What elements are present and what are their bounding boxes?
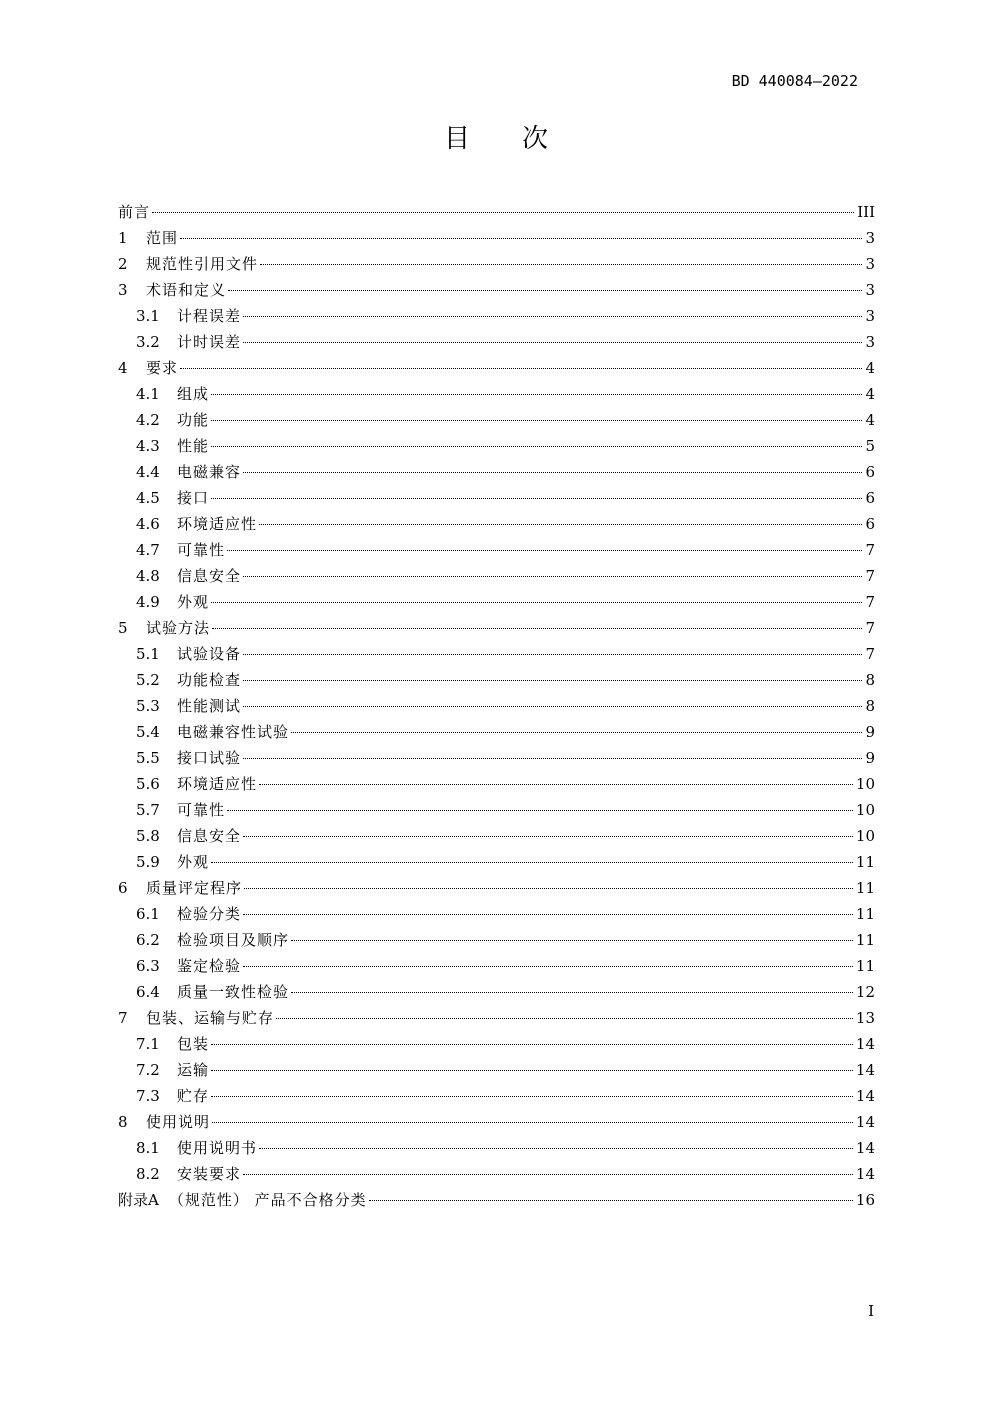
toc-entry-label: 质量一致性检验 bbox=[177, 983, 290, 1001]
toc-entry[interactable] bbox=[118, 771, 875, 797]
toc-entry-page: 14 bbox=[855, 1087, 875, 1105]
toc-entry[interactable] bbox=[118, 303, 875, 329]
toc-entry[interactable] bbox=[118, 1135, 875, 1161]
dot-leader bbox=[228, 290, 862, 291]
toc-entry-page: 14 bbox=[855, 1165, 875, 1183]
toc-entry-label: 贮存 bbox=[177, 1087, 210, 1105]
toc-entry-label: 计时误差 bbox=[177, 333, 242, 351]
toc-entry-page: 4 bbox=[865, 385, 875, 403]
toc-entry-page: 11 bbox=[855, 931, 875, 949]
toc-entry-page: 6 bbox=[865, 489, 875, 507]
toc-entry-label: 接口试验 bbox=[177, 749, 242, 767]
toc-entry-label: （规范性） 产品不合格分类 bbox=[168, 1191, 367, 1209]
toc-entry[interactable] bbox=[118, 667, 875, 693]
toc-entry-number: 5.5 bbox=[136, 749, 160, 767]
toc-entry-page: 10 bbox=[855, 801, 875, 819]
dot-leader bbox=[291, 992, 853, 993]
toc-entry[interactable] bbox=[118, 1005, 875, 1031]
toc-entry-label: 可靠性 bbox=[177, 801, 226, 819]
toc-entry-label: 检验项目及顺序 bbox=[177, 931, 290, 949]
toc-entry-label: 术语和定义 bbox=[146, 281, 227, 299]
dot-leader bbox=[211, 394, 862, 395]
toc-entry-number: 1 bbox=[118, 229, 128, 247]
toc-entry[interactable] bbox=[118, 225, 875, 251]
toc-entry[interactable] bbox=[118, 641, 875, 667]
toc-entry-page: 6 bbox=[865, 515, 875, 533]
toc-entry[interactable] bbox=[118, 979, 875, 1005]
toc-entry-number: 6.3 bbox=[136, 957, 160, 975]
toc-entry-label: 使用说明 bbox=[146, 1113, 211, 1131]
toc-entry-page: 3 bbox=[865, 307, 875, 325]
toc-entry-page: 11 bbox=[855, 905, 875, 923]
toc-entry[interactable] bbox=[118, 901, 875, 927]
toc-entry-number: 5.9 bbox=[136, 853, 160, 871]
toc-entry-number: 3.1 bbox=[136, 307, 160, 325]
toc-entry[interactable] bbox=[118, 927, 875, 953]
toc-entry-label: 电磁兼容 bbox=[177, 463, 242, 481]
page-title: 目次 bbox=[443, 124, 600, 154]
dot-leader bbox=[227, 550, 862, 551]
toc-entry-page: 3 bbox=[865, 281, 875, 299]
toc-entry-label: 范围 bbox=[146, 229, 179, 247]
toc-entry-page: 14 bbox=[855, 1061, 875, 1079]
toc-entry[interactable] bbox=[118, 615, 875, 641]
toc-entry-page: 9 bbox=[865, 749, 875, 767]
toc-entry-page: III bbox=[857, 203, 875, 221]
toc-entry-label: 性能测试 bbox=[177, 697, 242, 715]
toc-entry-page: 7 bbox=[865, 593, 875, 611]
dot-leader bbox=[243, 680, 862, 681]
toc-entry-label: 环境适应性 bbox=[177, 515, 258, 533]
toc-entry-label: 功能检查 bbox=[177, 671, 242, 689]
dot-leader bbox=[291, 732, 862, 733]
toc-entry-page: 7 bbox=[865, 645, 875, 663]
page-number: I bbox=[868, 1302, 874, 1320]
toc-entry-number: 4 bbox=[118, 359, 128, 377]
toc-entry-page: 3 bbox=[865, 229, 875, 247]
toc-entry[interactable] bbox=[118, 459, 875, 485]
toc-entry-label: 信息安全 bbox=[177, 827, 242, 845]
toc-entry-label: 功能 bbox=[177, 411, 210, 429]
toc-entry[interactable] bbox=[118, 823, 875, 849]
toc-entry-number: 5.7 bbox=[136, 801, 160, 819]
table-of-contents bbox=[118, 199, 875, 1213]
toc-entry-page: 10 bbox=[855, 775, 875, 793]
toc-entry-label: 试验设备 bbox=[177, 645, 242, 663]
dot-leader bbox=[227, 810, 853, 811]
toc-entry-page: 11 bbox=[855, 957, 875, 975]
dot-leader bbox=[276, 1018, 853, 1019]
toc-entry-number: 7.3 bbox=[136, 1087, 160, 1105]
dot-leader bbox=[212, 628, 862, 629]
dot-leader bbox=[244, 888, 853, 889]
toc-entry-number: 4.2 bbox=[136, 411, 160, 429]
dot-leader bbox=[259, 784, 853, 785]
toc-entry-page: 6 bbox=[865, 463, 875, 481]
dot-leader bbox=[243, 758, 862, 759]
toc-entry-label: 试验方法 bbox=[146, 619, 211, 637]
dot-leader bbox=[212, 1122, 853, 1123]
toc-entry[interactable] bbox=[118, 329, 875, 355]
dot-leader bbox=[243, 966, 853, 967]
dot-leader bbox=[369, 1200, 853, 1201]
toc-entry[interactable] bbox=[118, 953, 875, 979]
dot-leader bbox=[211, 446, 862, 447]
toc-entry-label: 包装、运输与贮存 bbox=[146, 1009, 275, 1027]
toc-entry[interactable] bbox=[118, 355, 875, 381]
toc-entry-number: 4.9 bbox=[136, 593, 160, 611]
toc-entry-page: 3 bbox=[865, 255, 875, 273]
toc-entry-label: 检验分类 bbox=[177, 905, 242, 923]
toc-entry-page: 11 bbox=[855, 879, 875, 897]
dot-leader bbox=[243, 654, 862, 655]
toc-entry-label: 规范性引用文件 bbox=[146, 255, 259, 273]
toc-entry-label: 外观 bbox=[177, 853, 210, 871]
toc-entry[interactable] bbox=[118, 797, 875, 823]
dot-leader bbox=[243, 576, 862, 577]
toc-entry-page: 12 bbox=[855, 983, 875, 1001]
toc-entry-number: 5.4 bbox=[136, 723, 160, 741]
dot-leader bbox=[211, 1044, 853, 1045]
toc-entry[interactable] bbox=[118, 1083, 875, 1109]
dot-leader bbox=[211, 862, 853, 863]
toc-entry-number: 6.4 bbox=[136, 983, 160, 1001]
dot-leader bbox=[211, 420, 862, 421]
toc-entry-number: 5.8 bbox=[136, 827, 160, 845]
toc-entry-label: 外观 bbox=[177, 593, 210, 611]
toc-entry-page: 14 bbox=[855, 1113, 875, 1131]
toc-entry-number: 6.2 bbox=[136, 931, 160, 949]
toc-entry-label: 质量评定程序 bbox=[146, 879, 243, 897]
toc-entry-number: 3.2 bbox=[136, 333, 160, 351]
toc-entry-page: 4 bbox=[865, 411, 875, 429]
toc-entry-number: 4.3 bbox=[136, 437, 160, 455]
toc-entry-number: 5.3 bbox=[136, 697, 160, 715]
dot-leader bbox=[152, 212, 854, 213]
dot-leader bbox=[291, 940, 853, 941]
dot-leader bbox=[243, 472, 862, 473]
toc-entry-label: 接口 bbox=[177, 489, 210, 507]
toc-entry-page: 11 bbox=[855, 853, 875, 871]
toc-entry-number: 2 bbox=[118, 255, 128, 273]
dot-leader bbox=[243, 706, 862, 707]
toc-entry-label: 使用说明书 bbox=[177, 1139, 258, 1157]
toc-entry-label: 前言 bbox=[118, 203, 151, 221]
toc-entry-page: 8 bbox=[865, 697, 875, 715]
toc-entry[interactable] bbox=[118, 1109, 875, 1135]
dot-leader bbox=[243, 316, 862, 317]
toc-entry-page: 3 bbox=[865, 333, 875, 351]
toc-entry-label: 信息安全 bbox=[177, 567, 242, 585]
toc-entry-number: 3 bbox=[118, 281, 128, 299]
toc-entry-label: 可靠性 bbox=[177, 541, 226, 559]
toc-entry-number: 4.7 bbox=[136, 541, 160, 559]
toc-entry[interactable] bbox=[118, 875, 875, 901]
toc-entry[interactable] bbox=[118, 511, 875, 537]
toc-entry[interactable] bbox=[118, 849, 875, 875]
toc-entry[interactable] bbox=[118, 563, 875, 589]
toc-entry-number: 6 bbox=[118, 879, 128, 897]
dot-leader bbox=[180, 368, 862, 369]
toc-entry-number: 8.1 bbox=[136, 1139, 160, 1157]
toc-entry[interactable] bbox=[118, 589, 875, 615]
toc-entry-number: 4.5 bbox=[136, 489, 160, 507]
toc-entry-label: 环境适应性 bbox=[177, 775, 258, 793]
toc-entry-label: 计程误差 bbox=[177, 307, 242, 325]
toc-entry-number: 5.1 bbox=[136, 645, 160, 663]
dot-leader bbox=[243, 342, 862, 343]
dot-leader bbox=[243, 914, 853, 915]
toc-entry[interactable] bbox=[118, 745, 875, 771]
dot-leader bbox=[243, 836, 853, 837]
toc-entry[interactable] bbox=[118, 251, 875, 277]
toc-entry-page: 14 bbox=[855, 1139, 875, 1157]
toc-entry-label: 鉴定检验 bbox=[177, 957, 242, 975]
toc-entry[interactable] bbox=[118, 381, 875, 407]
toc-entry-page: 13 bbox=[855, 1009, 875, 1027]
toc-entry-label: 电磁兼容性试验 bbox=[177, 723, 290, 741]
toc-entry-number: 附录A bbox=[118, 1191, 159, 1209]
toc-entry[interactable] bbox=[118, 1057, 875, 1083]
dot-leader bbox=[211, 602, 862, 603]
toc-entry-label: 组成 bbox=[177, 385, 210, 403]
toc-entry-page: 7 bbox=[865, 619, 875, 637]
toc-entry-number: 8.2 bbox=[136, 1165, 160, 1183]
toc-entry-page: 7 bbox=[865, 567, 875, 585]
toc-entry-label: 性能 bbox=[177, 437, 210, 455]
toc-entry[interactable] bbox=[118, 485, 875, 511]
toc-entry-page: 8 bbox=[865, 671, 875, 689]
toc-entry-label: 要求 bbox=[146, 359, 179, 377]
toc-entry[interactable] bbox=[118, 1031, 875, 1057]
toc-entry-number: 5.2 bbox=[136, 671, 160, 689]
toc-entry-number: 4.8 bbox=[136, 567, 160, 585]
toc-entry-number: 4.6 bbox=[136, 515, 160, 533]
toc-entry-page: 16 bbox=[855, 1191, 875, 1209]
dot-leader bbox=[260, 264, 862, 265]
toc-entry[interactable] bbox=[118, 199, 875, 225]
dot-leader bbox=[243, 1174, 853, 1175]
toc-entry[interactable] bbox=[118, 433, 875, 459]
toc-entry[interactable] bbox=[118, 719, 875, 745]
dot-leader bbox=[211, 498, 862, 499]
toc-entry-number: 4.1 bbox=[136, 385, 160, 403]
toc-entry-page: 7 bbox=[865, 541, 875, 559]
toc-entry-label: 安装要求 bbox=[177, 1165, 242, 1183]
dot-leader bbox=[180, 238, 862, 239]
toc-entry-page: 4 bbox=[865, 359, 875, 377]
toc-entry[interactable] bbox=[118, 1161, 875, 1187]
toc-entry-label: 包装 bbox=[177, 1035, 210, 1053]
toc-entry-page: 10 bbox=[855, 827, 875, 845]
dot-leader bbox=[211, 1070, 853, 1071]
toc-entry-number: 7.2 bbox=[136, 1061, 160, 1079]
toc-entry-number: 5.6 bbox=[136, 775, 160, 793]
toc-entry-number: 6.1 bbox=[136, 905, 160, 923]
toc-entry-number: 4.4 bbox=[136, 463, 160, 481]
toc-entry-number: 7 bbox=[118, 1009, 128, 1027]
toc-entry[interactable] bbox=[118, 537, 875, 563]
toc-entry-page: 9 bbox=[865, 723, 875, 741]
toc-entry-page: 14 bbox=[855, 1035, 875, 1053]
document-code: BD 440084—2022 bbox=[731, 72, 858, 90]
toc-entry[interactable] bbox=[118, 1187, 875, 1213]
toc-entry-number: 7.1 bbox=[136, 1035, 160, 1053]
dot-leader bbox=[259, 524, 862, 525]
dot-leader bbox=[259, 1148, 853, 1149]
toc-entry[interactable] bbox=[118, 277, 875, 303]
toc-entry-number: 8 bbox=[118, 1113, 128, 1131]
dot-leader bbox=[211, 1096, 853, 1097]
toc-entry-number: 5 bbox=[118, 619, 128, 637]
toc-entry[interactable] bbox=[118, 693, 875, 719]
toc-entry-page: 5 bbox=[865, 437, 875, 455]
toc-entry-label: 运输 bbox=[177, 1061, 210, 1079]
toc-entry[interactable] bbox=[118, 407, 875, 433]
